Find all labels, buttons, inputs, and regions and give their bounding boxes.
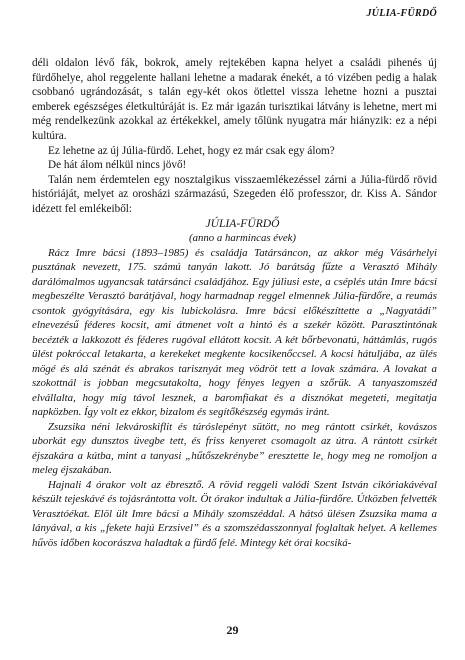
- paragraph-intro-1: déli oldalon lévő fák, bokrok, amely rejtekében kapna helyet a családi pihenés új fürdőhelye, ahol reggelente hallani lehetne a madarak énekét, a tó vizében pedig a halak csobbanó ugrándozását, s talán egy-két okos ötlettel vissza lehetne hozni a pusztai emberek egészséges életkultúráját is. Ez már igazán turisztikai látvány is lehetne, mert mi még rendelkezünk azokkal az értékekkel, amely tőlünk nyugatra már hiányzik: ez a népi kultúra.: [32, 57, 437, 142]
- paragraph-memoir-1: Rácz Imre bácsi (1893–1985) és családja Tatársáncon, az akkor még Vásárhelyi pusztának nevezett, 175. számú tanyán lakott. Jó barátság fűzte a Verasztó Mihály darálómalmos ugyancsak tatársánci családjához. Egy júliusi este, a cséplés után Imre bácsi megbeszélte Verasztó barátjával, hogy harmadnap reggel elmennek Júlia-fürdőre, a reumás csontok gyógyítására, egy kis lubickolásra. Imre bácsi előkészíttette a „Nagyatádi” elnevezésű féderes kocsit, ami átmenet volt a hintó és a szekér között. Parasztintónak becézték a lakkozott és féderes rugóval ellátott kocsit. A két bőrbevonatú, háttámlás, rugós ülést pokróccal letakarta, a kerekeket megkente kocsikenőccsel. A kocsi hátuljába, az ülés mögé és alá szénát és abrakos tarisznyát meg vödröt tett a lovak számára. A lovakat a szokottnál is jobban megcsutakolta, hogy fényes legyen a szőrük. A tanyaszomszéd elvállalta, hogy míg távol lesznek, a baromfiakat és a disznókat megeteti, megitatja napközben. Így volt ez ekkor, bizalom és segítőkészség egymás iránt.: [32, 246, 437, 419]
- memoir-text: [32, 246, 437, 551]
- section-title: JÚLIA-FÜRDŐ: [205, 216, 280, 230]
- page-body: [32, 56, 437, 550]
- paragraph-intro-4: Talán nem érdemtelen egy nosztalgikus visszaemlékezéssel zárni a Júlia-fürdő rövid históriáját, melyet az orosházi származású, Szegeden élő professzor, dr. Kiss A. Sándor idézett fel emlékeiből:: [32, 173, 437, 215]
- paragraph-intro-2: Ez lehetne az új Júlia-fürdő. Lehet, hogy ez már csak egy álom?: [48, 144, 335, 157]
- paragraph-memoir-3: Hajnali 4 órakor volt az ébresztő. A rövid reggeli valódi Szent István cikóriakávéval készült tejeskávé és tojásrántotta volt. Öt órakor indultak a Júlia-fürdőre. Útközben felvették Verasztóékat. Elöl ült Imre bácsi a Mihály szomszéddal. A hátsó ülésen Zsuzsika mama a lányával, a kis „fekete hajú Erzsivel” és a szomszédasszonnyal foglaltak helyet. A kellemes hűvös időben kocorászva haladtak a fürdő felé. Mintegy két órai kocsiká-: [32, 478, 437, 549]
- running-head: JÚLIA-FÜRDŐ: [366, 8, 437, 19]
- page-number: 29: [226, 623, 239, 637]
- section-subtitle: (anno a harmincas évek): [188, 232, 297, 245]
- paragraph-memoir-2: Zsuzsika néni lekvároskiflit és túróslepényt sütött, no meg rántott csirkét, kovászos uborkát egy dunsztos üvegbe tett, és friss kenyeret csomagolt az útra. A rántott csirkét éjszakára a kútba, mint a tanyasi „hűtőszekrénybe” eresztette le, hogy meg ne romoljon a meleg éjszakában.: [32, 420, 437, 477]
- paragraph-intro-3: De hát álom nélkül nincs jövő!: [48, 159, 187, 172]
